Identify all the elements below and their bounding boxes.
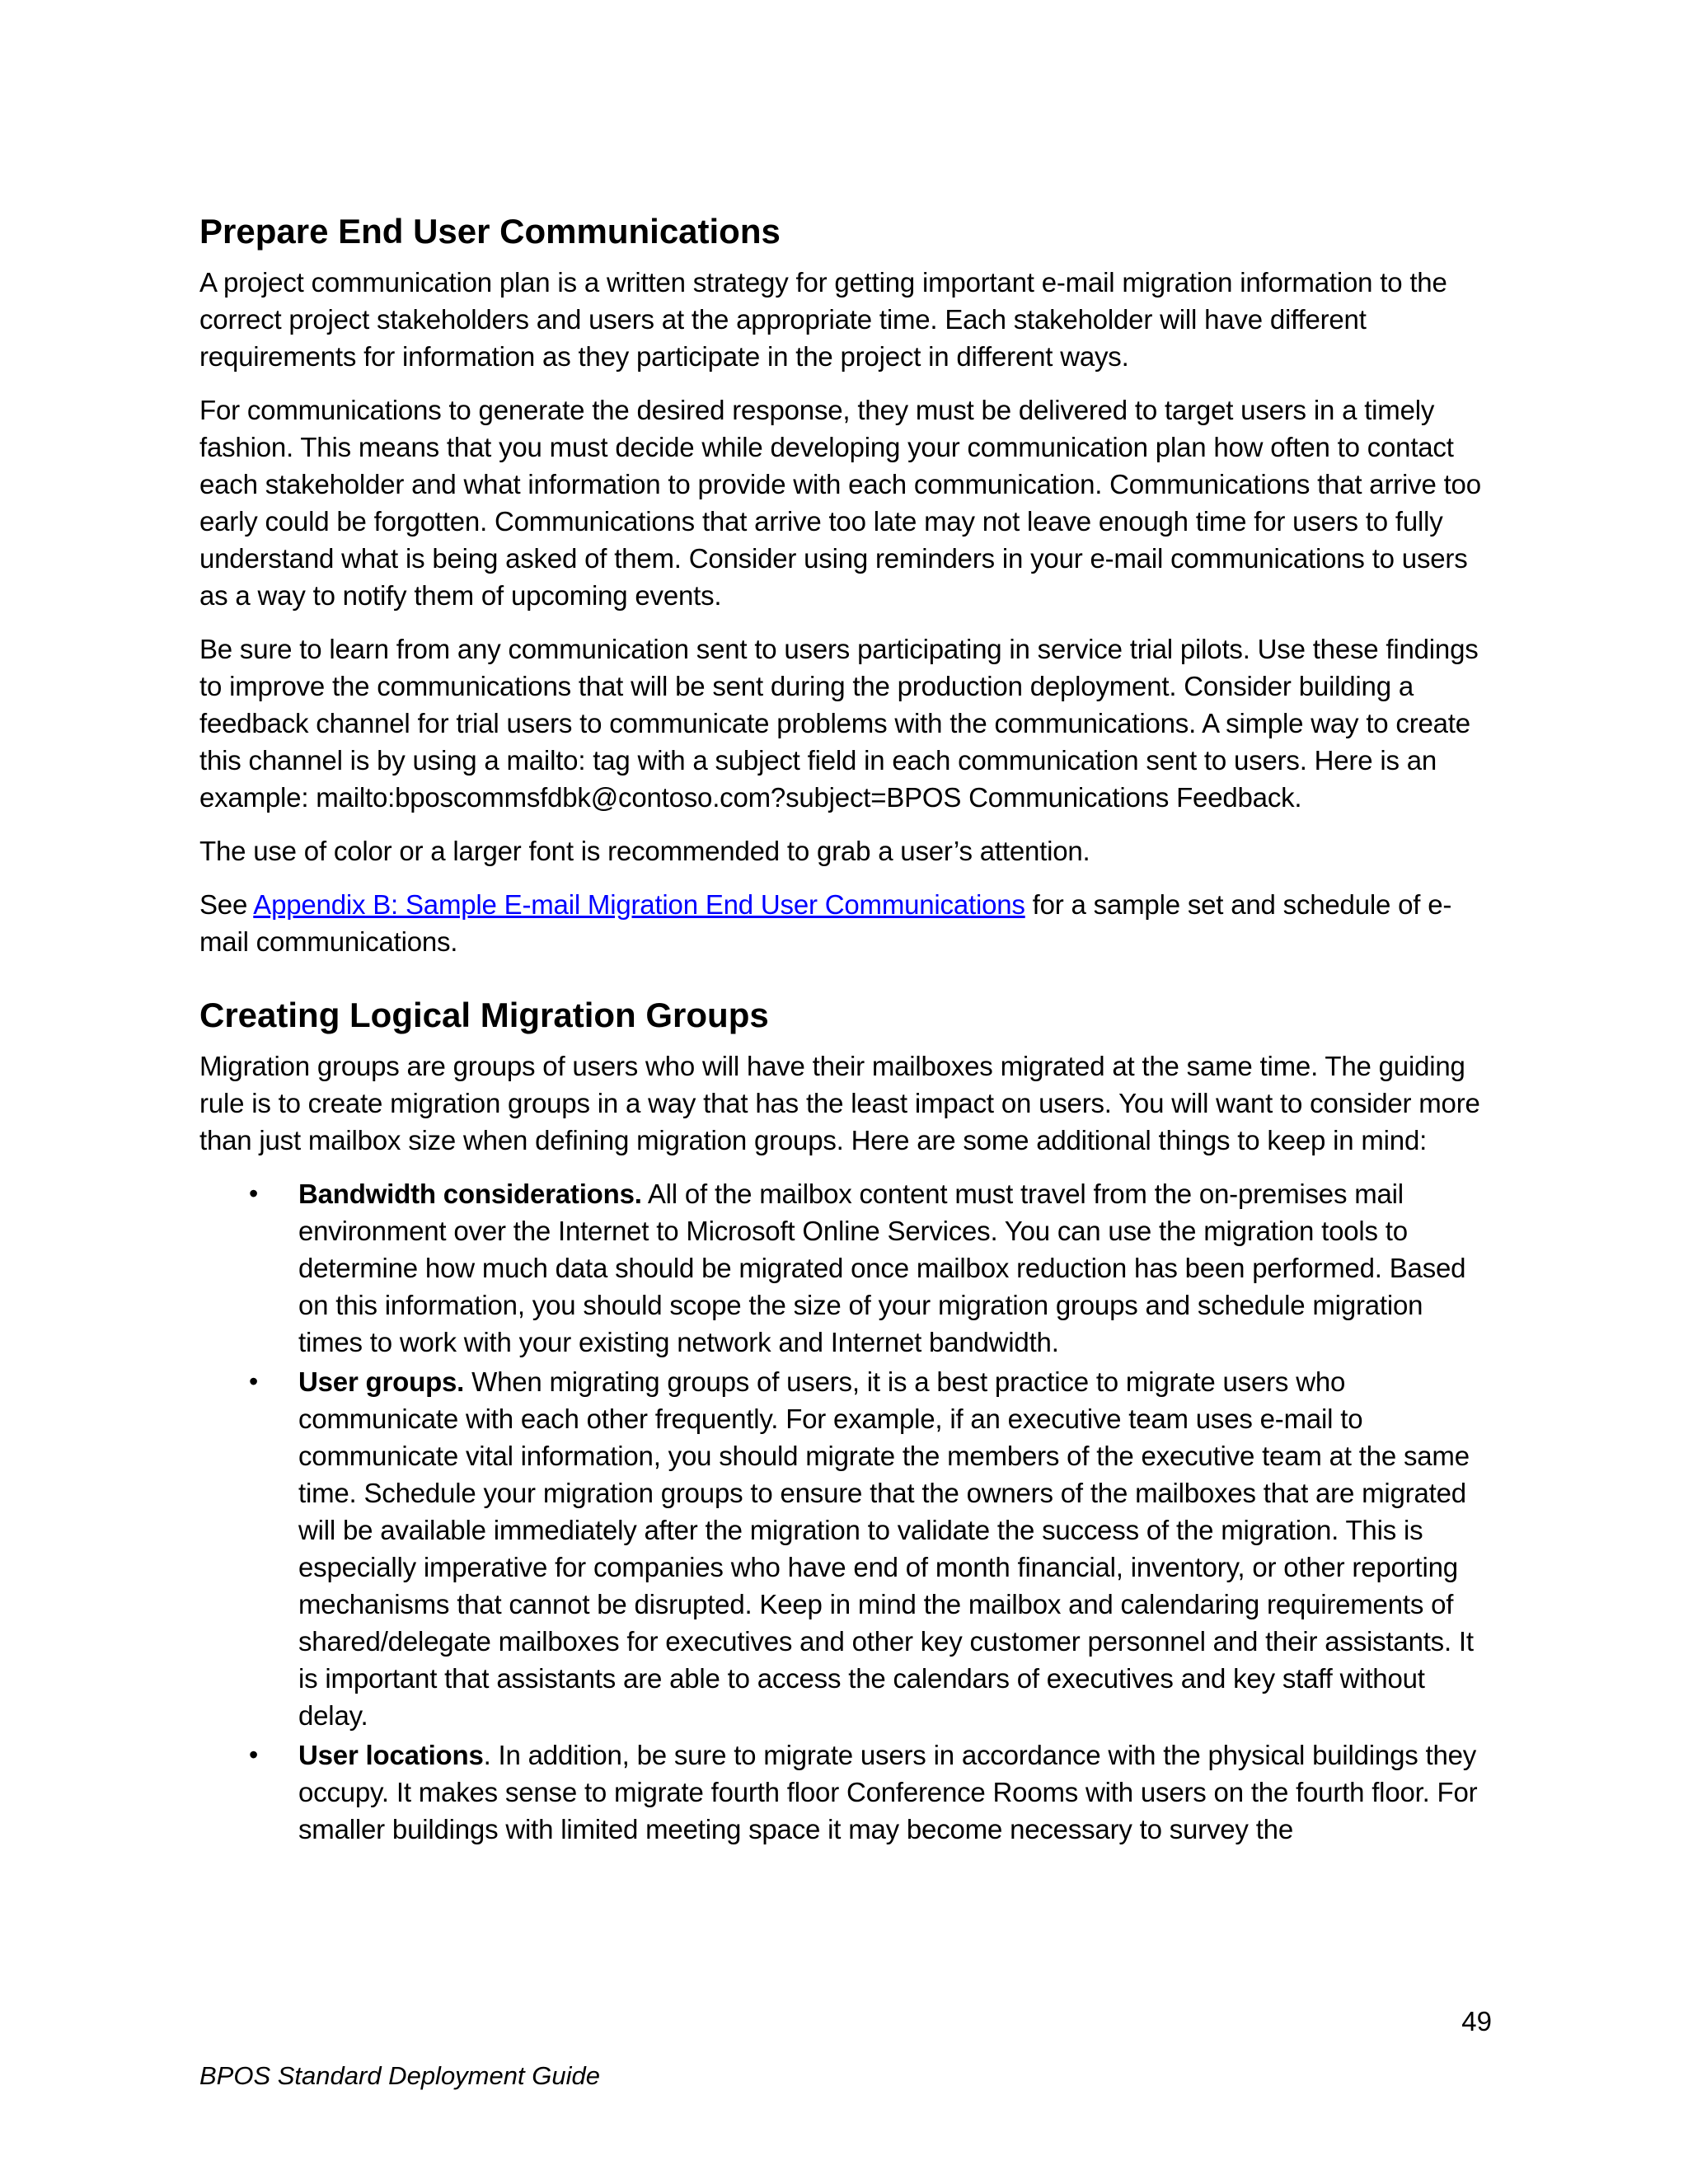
paragraph: For communications to generate the desired response, they must be delivered to target users in a timely fashion. This means that you must decide while developing your communication plan how often to contact each stakeholder and what information to provide with each communication. Communications that arrive too early could be forgotten. Communications that arrive too late may not leave enough time for users to fully understand what is being asked of them. Consider using reminders in your e-mail communications to users as a way to notify them of upcoming events. [199, 395, 1481, 611]
list-item [199, 1736, 1493, 1848]
list-item-title: User groups. [298, 1366, 465, 1397]
bullet-icon: • [249, 1179, 259, 1208]
bullet-icon: • [249, 1366, 259, 1396]
list-item-text: . In addition, be sure to migrate users in accordance with the physical buildings they occupy. It makes sense to migrate fourth floor Conference Rooms with users on the fourth floor. For smaller buildings with limited meeting space it may become necessary to survey the [298, 1740, 1478, 1844]
paragraph-appendix-reference [199, 886, 1493, 960]
bullet-icon: • [249, 1740, 259, 1769]
document-body [199, 209, 1493, 1850]
list-item-text: All of the mailbox content must travel from the on-premises mail environment over the Internet to Microsoft Online Services. You can use the migration tools to determine how much data should be migrated once mailbox reduction has been performed. Based on this information, you should scope the size of your migration groups and schedule migration times to work with your existing network and Internet bandwidth. [298, 1179, 1466, 1357]
paragraph: Be sure to learn from any communication sent to users participating in service trial pilots. Use these findings to improve the communications that will be sent during the production deployment. Consider building a feedback channel for trial users to communicate problems with the communications. A simple way to create this channel is by using a mailto: tag with a subject field in each communication sent to users. Here is an example: mailto:bposcommsfdbk@contoso.com?subject=BPOS Communications Feedback. [199, 634, 1479, 813]
appendix-b-link[interactable]: Appendix B: Sample E-mail Migration End User Communications [253, 889, 1025, 920]
list-item-title: User locations [298, 1740, 484, 1770]
list-item [199, 1175, 1493, 1361]
paragraph: Migration groups are groups of users who will have their mailboxes migrated at the same time. The guiding rule is to create migration groups in a way that has the least impact on users. You will want to consider more than just mailbox size when defining migration groups. Here are some additional things to keep in mind: [199, 1051, 1480, 1155]
page-number: 49 [1461, 2006, 1492, 2036]
bullet-list [199, 1175, 1493, 1848]
section-heading-communications: Prepare End User Communications [199, 212, 781, 251]
list-item-text: When migrating groups of users, it is a best practice to migrate users who communicate with each other frequently. For example, if an executive team uses e-mail to communicate vital information, you should migrate the members of the executive team at the same time. Schedule your migration groups to ensure that the owners of the mailboxes that are migrated will be available immediately after the migration to validate the success of the migration. This is especially imperative for companies who have end of month financial, inventory, or other reporting mechanisms that cannot be disrupted. Keep in mind the mailbox and calendaring requirements of shared/delegate mailboxes for executives and other key customer personnel and their assistants. It is important that assistants are able to access the calendars of executives and key staff without delay. [298, 1366, 1474, 1731]
paragraph: A project communication plan is a written strategy for getting important e-mail migration information to the correct project stakeholders and users at the appropriate time. Each stakeholder will have different requirements for information as they participate in the project in different ways. [199, 267, 1447, 372]
paragraph: The use of color or a larger font is recommended to grab a user’s attention. [199, 836, 1090, 866]
footer-doc-title: BPOS Standard Deployment Guide [199, 2061, 600, 2090]
appendix-prefix: See [199, 889, 254, 920]
list-item [199, 1363, 1493, 1734]
appendix-suffix: for a sample set and schedule of e-mail communications. [199, 889, 1452, 957]
list-item-title: Bandwidth considerations. [298, 1179, 642, 1209]
section-heading-migration-groups: Creating Logical Migration Groups [199, 996, 769, 1034]
